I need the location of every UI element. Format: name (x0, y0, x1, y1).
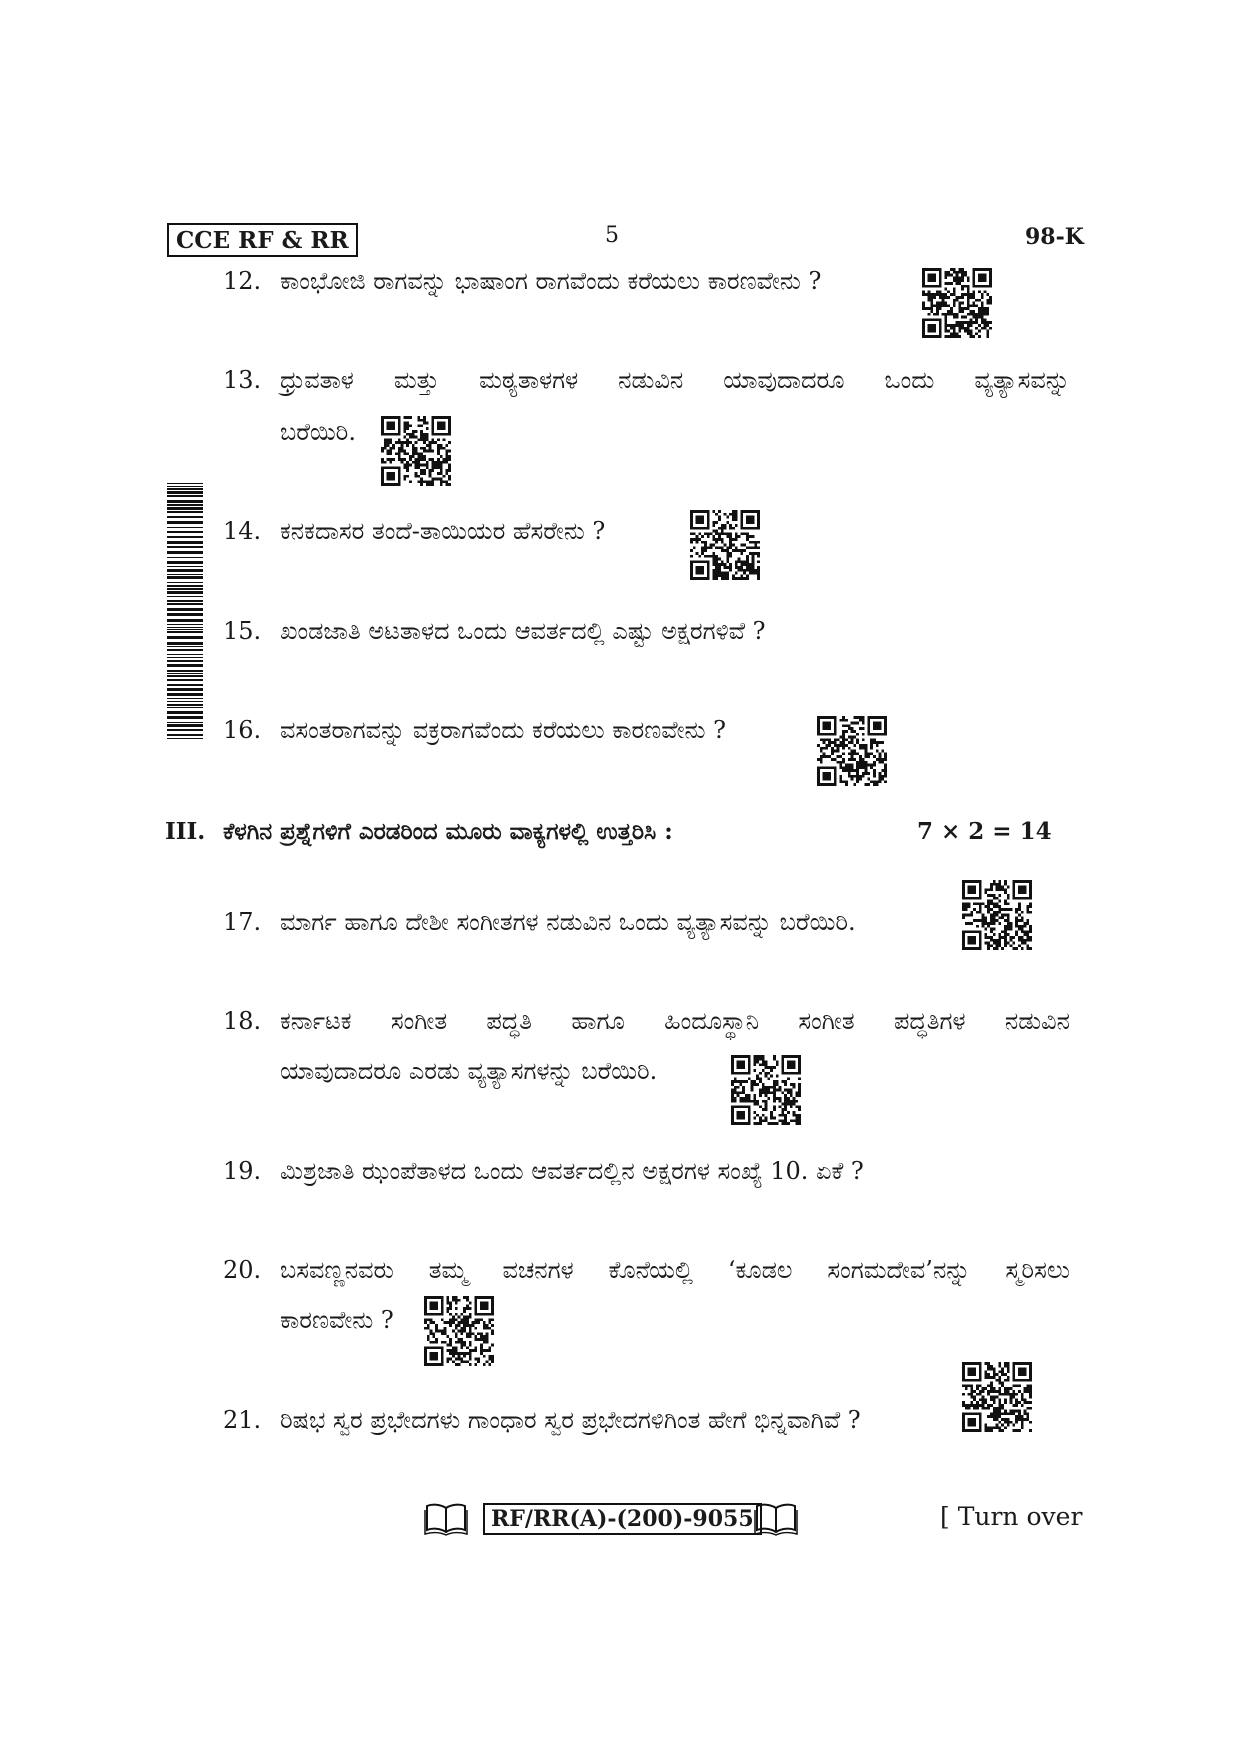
question-number: 15. (223, 617, 262, 645)
question-text: ಮಾರ್ಗ ಹಾಗೂ ದೇಶೀ ಸಂಗೀತಗಳ ನಡುವಿನ ಒಂದು ವ್ಯತ್ಯಾಸವನ್ನು ಬರೆಯಿರಿ. (280, 908, 856, 936)
qr-code-icon (690, 510, 760, 580)
paper-code: 98-K (1025, 224, 1084, 250)
question-number: 19. (223, 1157, 262, 1185)
question-18-line2: ಯಾವುದಾದರೂ ಎರಡು ವ್ಯತ್ಯಾಸಗಳನ್ನು ಬರೆಯಿರಿ. (280, 1057, 658, 1085)
question-13 (223, 363, 1083, 397)
open-book-icon (424, 1500, 468, 1536)
question-21 (223, 1403, 1023, 1437)
header-label: CCE RF & RR (167, 223, 358, 257)
question-text: ಖಂಡಜಾತಿ ಅಟತಾಳದ ಒಂದು ಆವರ್ತದಲ್ಲಿ ಎಷ್ಟು ಅಕ್ಷರಗಳಿವೆ ? (280, 617, 766, 645)
turn-over-label: [ Turn over (940, 1502, 1083, 1531)
qr-code-icon (962, 1362, 1032, 1432)
question-16 (223, 713, 1023, 747)
question-number: 16. (223, 716, 262, 744)
question-15 (223, 614, 1023, 648)
question-20 (223, 1253, 1083, 1287)
question-text: ಕಾಂಭೋಜಿ ರಾಗವನ್ನು ಭಾಷಾಂಗ ರಾಗವೆಂದು ಕರೆಯಲು ಕಾರಣವೇನು ? (280, 267, 822, 295)
question-number: 17. (223, 908, 262, 936)
question-number: 18. (223, 1007, 262, 1035)
question-19 (223, 1154, 1023, 1188)
question-number: 21. (223, 1406, 262, 1434)
question-text-line1: ಬಸವಣ್ಣನವರು ತಮ್ಮ ವಚನಗಳ ಕೊನೆಯಲ್ಲಿ ‘ಕೂಡಲ ಸಂಗಮದೇವ’ನನ್ನು ಸ್ಮರಿಸಲು (280, 1256, 1070, 1284)
question-number: 20. (223, 1256, 262, 1284)
question-text-line1: ಧ್ರುವತಾಳ ಮತ್ತು ಮಠ್ಯತಾಳಗಳ ನಡುವಿನ ಯಾವುದಾದರೂ ಒಂದು ವ್ಯತ್ಯಾಸವನ್ನು (280, 366, 1070, 394)
question-number: 12. (223, 267, 262, 295)
question-17 (223, 905, 1023, 939)
page-number: 5 (605, 223, 619, 248)
qr-code-icon (962, 880, 1032, 950)
qr-code-icon (424, 1296, 494, 1366)
open-book-icon (754, 1500, 798, 1536)
question-12 (223, 264, 1023, 298)
section-roman: III. (165, 818, 206, 845)
section-marks: 7 × 2 = 14 (917, 818, 1052, 845)
question-number: 13. (223, 366, 262, 394)
qr-code-icon (817, 716, 887, 786)
question-18 (223, 1004, 1083, 1038)
section-instruction: ಕೆಳಗಿನ ಪ್ರಶ್ನೆಗಳಿಗೆ ಎರಡರಿಂದ ಮೂರು ವಾಕ್ಯಗಳಲ್ಲಿ ಉತ್ತರಿಸಿ : (223, 818, 673, 845)
question-text: ರಿಷಭ ಸ್ವರ ಪ್ರಭೇದಗಳು ಗಾಂಧಾರ ಸ್ವರ ಪ್ರಭೇದಗಳಿಗಿಂತ ಹೇಗೆ ಭಿನ್ನವಾಗಿವೆ ? (280, 1406, 861, 1434)
question-number: 14. (223, 517, 262, 545)
question-text: ವಸಂತರಾಗವನ್ನು ವಕ್ರರಾಗವೆಂದು ಕರೆಯಲು ಕಾರಣವೇನು ? (280, 716, 726, 744)
qr-code-icon (731, 1055, 801, 1125)
qr-code-icon (922, 268, 992, 338)
question-20-line2: ಕಾರಣವೇನು ? (280, 1306, 394, 1334)
qr-code-icon (381, 416, 451, 486)
question-text: ಮಿಶ್ರಜಾತಿ ಝಂಪೆತಾಳದ ಒಂದು ಆವರ್ತದಲ್ಲಿನ ಅಕ್ಷರಗಳ ಸಂಖ್ಯೆ 10. ಏಕೆ ? (280, 1157, 864, 1185)
footer-code: RF/RR(A)-(200)-9055 (483, 1503, 762, 1535)
barcode-icon (167, 483, 203, 739)
question-13-line2: ಬರೆಯಿರಿ. (280, 418, 356, 446)
question-text: ಕನಕದಾಸರ ತಂದೆ-ತಾಯಿಯರ ಹೆಸರೇನು ? (280, 517, 606, 545)
question-text-line1: ಕರ್ನಾಟಕ ಸಂಗೀತ ಪದ್ಧತಿ ಹಾಗೂ ಹಿಂದೂಸ್ಥಾನಿ ಸಂಗೀತ ಪದ್ಧತಿಗಳ ನಡುವಿನ (280, 1007, 1070, 1035)
